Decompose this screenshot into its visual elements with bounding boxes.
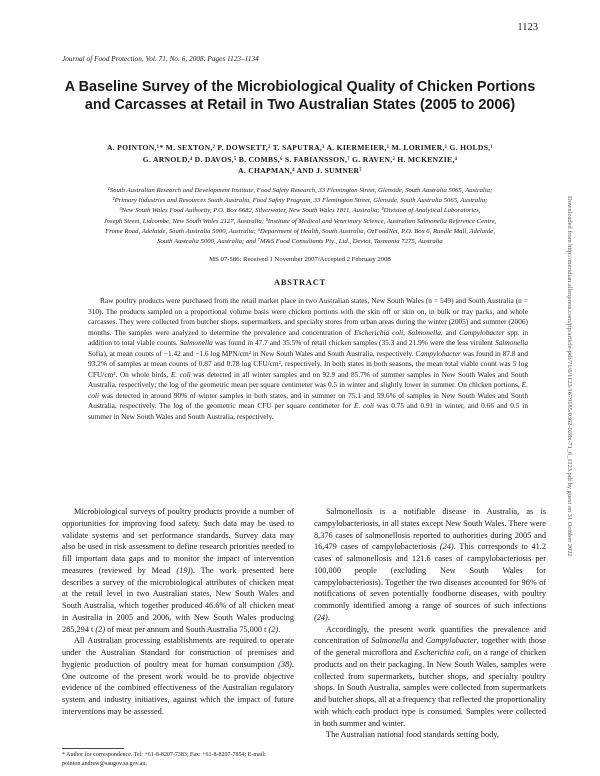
affiliation-line: Joseph Street, Lidcombe, New South Wales 2127, Australia; ⁵Institute of Medical and Veterinary Science, Australian Salmonella Reference Centre, bbox=[103, 217, 497, 225]
abstract-paragraph: Raw poultry products were purchased from the retail market place in two Australian states, New South Wales (n = 549) and South Australia (n = 310). The products sampled on a proportional volume basis were chicken portions with the skin off or skin on, in bulk or tray packs, and whole carcasses. They were collected from butcher shops, supermarkets, and specialty stores from urban areas during the winter (2005) and summer (2006) months. The samples were analyzed to determine the prevalence and concentration of Escherichia coli, Salmonella, and Campylobacter spp. in addition to total viable counts. Salmonella was found in 47.7 and 35.5% of retail chicken samples (35.3 and 21.9% were the less virulent Salmonella Sofia), at mean counts of −1.42 and −1.6 log MPN/cm² in New South Wales and South Australia, respectively. Campylobacter was found in 87.8 and 93.2% of samples at mean counts of 0.87 and 0.78 log CFU/cm², respectively. In both states in both seasons, the mean total viable count was 5 log CFU/cm². On whole birds, E. coli was detected in all winter samples and on 92.9 and 85.7% of summer samples in New South Wales and South Australia, respectively; the log of the geometric mean per square centimeter was 0.5 in winter and slightly lower in summer. On chicken portions, E. coli was detected in around 90% of winter samples in both states, and in summer on 75.1 and 59.6% of samples in New South Wales and South Australia, respectively. The log of the geometric mean CFU per square centimeter for E. coli was 0.75 and 0.91 in winter, and 0.66 and 0.5 in summer in New South Wales and South Australia, respectively. bbox=[88, 296, 529, 422]
correspondence-footnote: * Author for correspondence. Tel: +61-8-8207-7383; Fax: +61-8-8207-7854; E-mail: pointon.andrew@saugov.sa.gov.au. bbox=[62, 752, 266, 767]
body-paragraph: Accordingly, the present work quantifies the prevalence and concentration of Salmonella and Campylobacter, together with those of the general microflora and Escherichia coli, on a range of chicken products and on their packaging. In New South Wales, samples were collected from supermarkets, butcher shops, and specialty poultry shops. In South Australia, samples were collected from supermarkets and butcher shops, all at a frequency that reflected the proportionality with which each product type is consumed. Samples were collected in both summer and winter. bbox=[314, 624, 547, 728]
received-dates: MS 07-586: Received 1 November 2007/Accepted 2 February 2008 bbox=[209, 256, 391, 263]
author-line: A. CHAPMAN,⁴ AND J. SUMNER⁷ bbox=[238, 166, 362, 175]
body-paragraph: All Australian processing establishments are required to operate under the Australian Standard for construction of premises and hygienic production of poultry meat for human consumption (38). One outcome of the present work would be to provide objective evidence of the combined effectiveness of the Australian regulatory system and industry initiatives, against which the impact of future interventions may be assessed. bbox=[62, 636, 294, 716]
affiliation-line: Frome Road, Adelaide, South Australia 5000, Australia; ⁶Department of Health, South Australia, OzFoodNet, P.O. Box 6, Rundle Mall, Adelaide, bbox=[105, 227, 495, 235]
abstract-heading: ABSTRACT bbox=[273, 278, 326, 287]
journal-reference: Journal of Food Protection, Vol. 71, No. 6, 2008, Pages 1123–1134 bbox=[62, 55, 259, 63]
abstract bbox=[88, 296, 528, 423]
article-title: A Baseline Survey of the Microbiological Quality of Chicken Portions and Carcasses at Retail in Two Australian States (2005 to 2006) bbox=[64, 79, 536, 113]
author-line: G. ARNOLD,⁴ D. DAVOS,⁵ B. COMBS,⁶ S. FABIANSSON,⁷ G. RAVEN,² H. MCKENZIE,⁴ bbox=[142, 154, 458, 164]
body-column-left bbox=[62, 506, 294, 718]
body-paragraph: Salmonellosis is a notifiable disease in Australia, as is campylobacteriosis, in all states except New South Wales. There were 8,376 cases of salmonellosis reported to authorities during 2005 and 16,479 cases of campylobacteriosis (24). This corresponds to 41.2 cases of salmonellosis and 121.6 cases of campylobacteriosis per 100,000 people (excluding New South Wales for campylobacteriosis). Together the two diseases accounted for 96% of notifications of seven potentially foodborne diseases, with poultry commonly identified among a range of sources of such infections (24). bbox=[314, 507, 546, 622]
footnote-divider bbox=[62, 748, 124, 749]
body-paragraph: Microbiological surveys of poultry products provide a number of opportunities for improving food safety. Such data may be used to validate systems and set performance standards. Survey data may also be used in risk assessment to define research priorities needed to fill important data gaps and to monitor the impact of intervention measures (reviewed by Mead (19)). The work presented here describes a survey of the microbiological attributes of chicken meat at the retail level in two Australian states, New South Wales and South Australia, which together produced 46.6% of all chicken meat in Australia in 2005 and 2006, with New South Wales producing 285,294 t (2) of meat per annum and South Australia 75,000 t (2). bbox=[62, 507, 294, 634]
affiliation-line: ²Primary Industries and Resources South Australia, Food Safety Program, 33 Flemington Street, Glenside, South Australia 5065, Australia; bbox=[112, 197, 488, 205]
page-number: 1123 bbox=[517, 22, 538, 33]
body-paragraph: The Australian national food standards setting body, bbox=[326, 730, 499, 740]
affiliation-line: South Australia 5000, Australia; and ⁷M&S Food Consultants Pty., Ltd., Deviot, Tasmania 7275, Australia bbox=[157, 238, 443, 246]
affiliation-line: ³New South Wales Food Authority, P.O. Box 6682, Silverwater, New South Wales 1811, Australia; ⁴Division of Analytical Laboratories, bbox=[119, 207, 481, 215]
affiliations bbox=[68, 186, 532, 247]
body-column-right bbox=[314, 506, 546, 741]
author-line: A. POINTON,¹* M. SEXTON,² P. DOWSETT,² T. SAPUTRA,³ A. KIERMEIER,¹ M. LORIMER,¹ G. HOLDS,¹ bbox=[106, 143, 494, 152]
author-list bbox=[70, 142, 530, 177]
download-watermark: Downloaded from http://meridian.allenpress.com/jfp/article-pdf/71/6/1123/1679185/0362-028x-71_6_1123.pdf by guest on 31 October 2022 bbox=[566, 196, 573, 557]
affiliation-line: ¹South Australian Research and Development Institute, Food Safety Research, 33 Flemington Street, Glenside, South Australia 5065, Australia; bbox=[107, 187, 493, 194]
